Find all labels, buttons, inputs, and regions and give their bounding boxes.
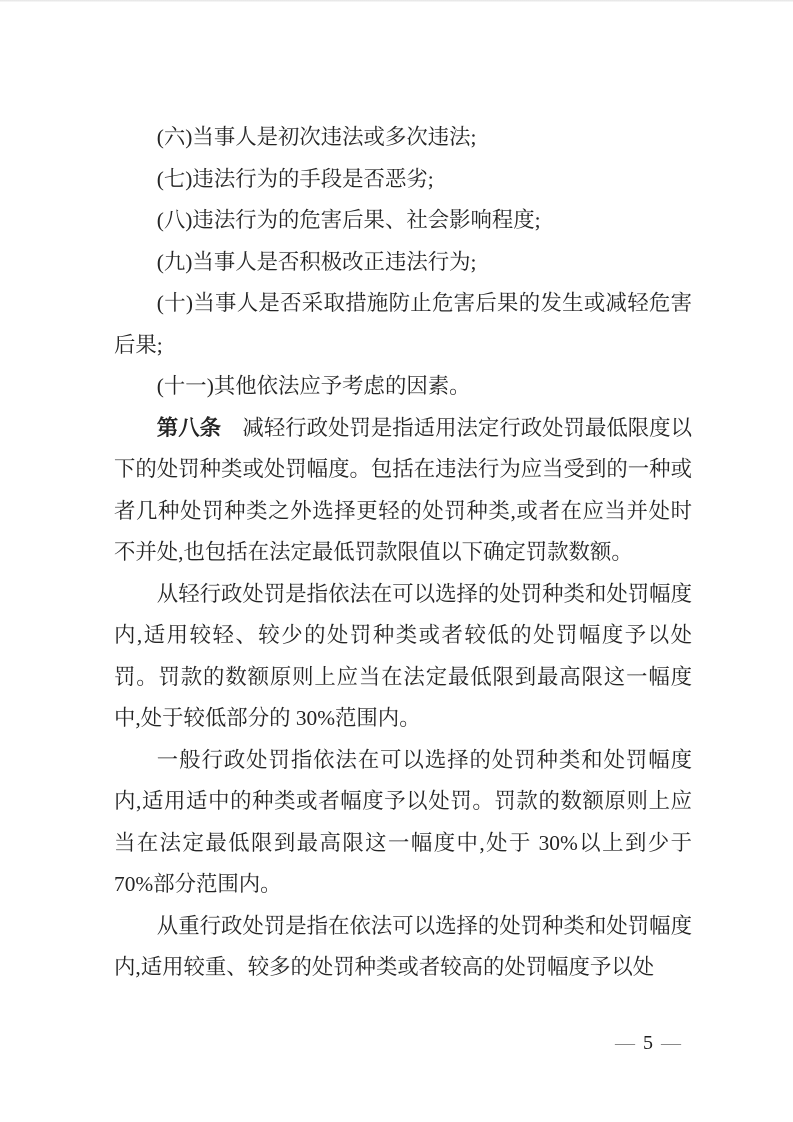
page-number <box>615 1030 681 1056</box>
footer-dash-left: — <box>615 1032 635 1054</box>
list-item-6: (六)当事人是初次违法或多次违法; <box>156 125 477 149</box>
document-body <box>114 117 692 989</box>
article-8-number: 第八条 <box>156 415 222 440</box>
article-8-paragraph <box>114 408 692 574</box>
footer-page-number: 5 <box>643 1032 653 1054</box>
paragraph-heavier-penalty: 从重行政处罚是指在依法可以选择的处罚种类和处罚幅度内,适用较重、较多的处罚种类或者较高的处罚幅度予以处 <box>114 913 692 979</box>
list-item-7: (七)违法行为的手段是否恶劣; <box>156 166 434 191</box>
footer-dash-right: — <box>661 1032 681 1054</box>
list-item-9: (九)当事人是否积极改正违法行为; <box>156 249 477 274</box>
list-item-10: (十)当事人是否采取措施防止危害后果的发生或减轻危害后果; <box>114 291 692 357</box>
paragraph-general-penalty: 一般行政处罚指依法在可以选择的处罚种类和处罚幅度内,适用适中的种类或者幅度予以处罚。罚款的数额原则上应当在法定最低限到最高限这一幅度中,处于 30%以上到少于 70%部分范围内。 <box>114 747 692 896</box>
list-item-11: (十一)其他依法应予考虑的因素。 <box>156 374 471 398</box>
paragraph-lighter-penalty: 从轻行政处罚是指依法在可以选择的处罚种类和处罚幅度内,适用较轻、较少的处罚种类或者较低的处罚幅度予以处罚。罚款的数额原则上应当在法定最低限到最高限这一幅度中,处于较低部分的 30%范围内。 <box>114 581 692 730</box>
scan-artifact-line <box>0 0 793 2</box>
list-item-8: (八)违法行为的危害后果、社会影响程度; <box>156 208 541 232</box>
article-8-text: 减轻行政处罚是指适用法定行政处罚最低限度以下的处罚种类或处罚幅度。包括在违法行为应当受到的一种或者几种处罚种类之外选择更轻的处罚种类,或者在应当并处时不并处,也包括在法定最低罚款限值以下确定罚款数额。 <box>114 415 692 564</box>
